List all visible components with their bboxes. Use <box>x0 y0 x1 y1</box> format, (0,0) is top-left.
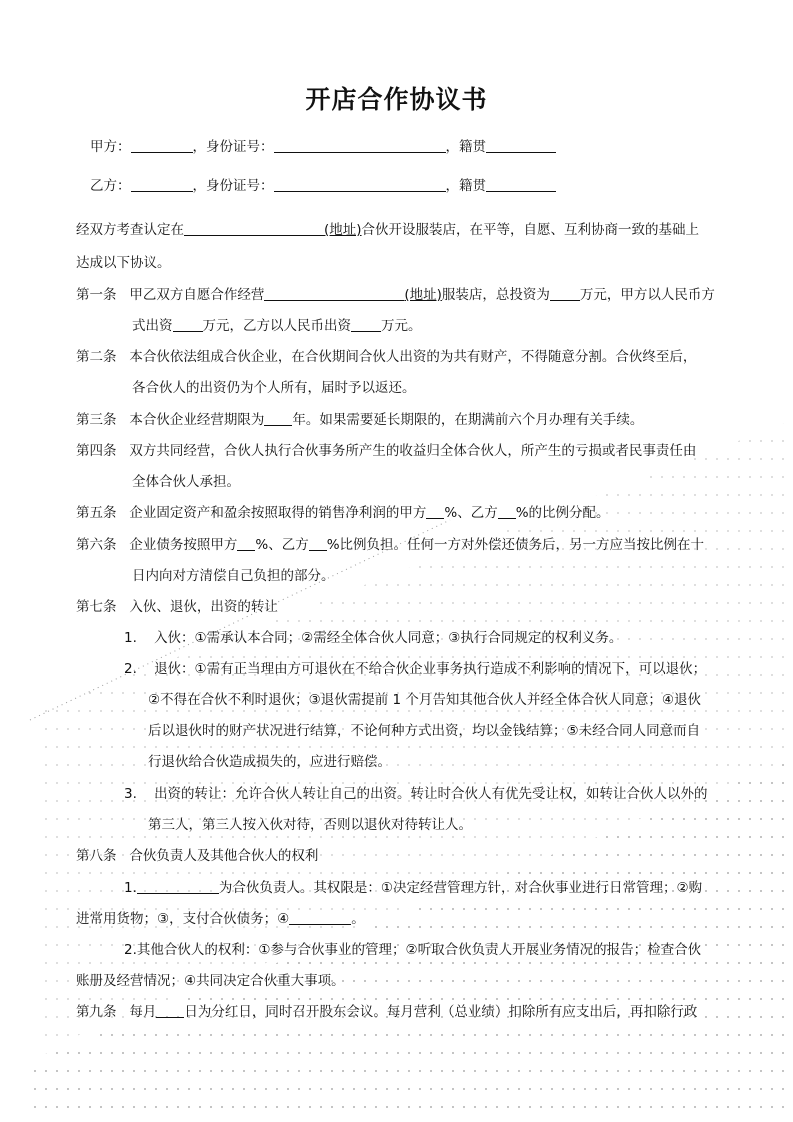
item-text: 。 <box>351 911 365 927</box>
article-number: 第六条 <box>76 537 117 553</box>
article-4-line-2: 全体合伙人承担。 <box>132 474 240 490</box>
article-text: %、乙方 <box>255 537 309 553</box>
article-text: 式出资 <box>132 318 173 334</box>
article-number: 第二条 <box>76 349 117 365</box>
party-a-name-blank[interactable] <box>131 137 193 153</box>
term-years-blank[interactable] <box>264 410 292 426</box>
article-text: %的比例分配。 <box>515 505 610 521</box>
item-text: 出资的转让：允许合伙人转让自己的出资。转让时合伙人有优先受让权，如转让合伙人以外的 <box>154 786 708 802</box>
party-b-id-label: ，身份证号： <box>192 178 274 194</box>
party-a-id-label: ，身份证号： <box>192 139 274 155</box>
article-8-para-2-line-2: 账册及经营情况；④共同决定合伙重大事项。 <box>76 973 345 989</box>
article-7-item-2-line-2: ②不得在合伙不利时退伙；③退伙需提前 1 个月告知其他合伙人并经全体合伙人同意；④退伙 <box>148 692 701 708</box>
article-text: 年。如果需要延长期限的，在期满前六个月办理有关手续。 <box>292 412 644 428</box>
article-number: 第五条 <box>76 505 117 521</box>
article-7-heading <box>76 597 278 617</box>
article-text: 本合伙企业经营期限为 <box>129 412 265 428</box>
article-number: 第九条 <box>76 1004 117 1020</box>
article-1-line-2 <box>132 316 422 336</box>
article-heading: 合伙负责人及其他合伙人的权利 <box>129 848 319 864</box>
profit-party-b-blank[interactable] <box>498 503 516 519</box>
debt-party-a-blank[interactable] <box>237 535 255 551</box>
article-number: 第三条 <box>76 412 117 428</box>
item-number: 2. <box>124 661 137 677</box>
article-7-item-1 <box>124 628 622 648</box>
party-a-origin-label: ，籍贯 <box>445 139 486 155</box>
item-text: 进常用货物；③，支付合伙债务；④ <box>76 911 290 927</box>
article-2-line-1 <box>76 347 696 367</box>
article-8-heading <box>76 846 318 866</box>
party-a-capital-blank[interactable] <box>173 316 203 332</box>
item-text: 为合伙负责人。其权限是：①决定经营管理方针，对合伙事业进行日常管理；②购 <box>218 880 703 896</box>
article-2-line-2: 各合伙人的出资仍为个人所有，届时予以返还。 <box>132 380 416 396</box>
intro-line-1 <box>76 220 699 240</box>
article-8-para-1-line-2 <box>76 909 365 929</box>
article-7-item-2-line-4: 行退伙给合伙造成损失的，应进行赔偿。 <box>148 754 391 770</box>
article-3-line-1 <box>76 410 643 430</box>
article-text: 双方共同经营，合伙人执行合伙事务所产生的收益归全体合伙人，所产生的亏损或者民事责任由 <box>129 443 697 459</box>
article-number: 第四条 <box>76 443 117 459</box>
party-b-origin-blank[interactable] <box>486 176 556 192</box>
article-text: 服装店，总投资为 <box>441 287 550 303</box>
party-a-label: 甲方： <box>90 139 131 155</box>
party-b-line <box>90 176 556 196</box>
intro-text: 经双方考查认定在 <box>76 222 184 238</box>
item-number: 3. <box>124 786 137 802</box>
item-text: 退伙：①需有正当理由方可退伙在不给合伙企业事务执行造成不利影响的情况下，可以退伙； <box>154 661 707 677</box>
article-6-line-1 <box>76 535 704 555</box>
responsible-partner-blank[interactable] <box>137 878 219 894</box>
store-address-blank[interactable] <box>264 285 404 301</box>
store-address-label: (地址) <box>404 287 442 303</box>
article-number: 第七条 <box>76 599 117 615</box>
party-b-origin-label: ，籍贯 <box>445 178 486 194</box>
debt-party-b-blank[interactable] <box>309 535 327 551</box>
article-text: 甲乙双方自愿合作经营 <box>129 287 265 303</box>
item-number: 1. <box>124 630 137 646</box>
profit-party-a-blank[interactable] <box>426 503 444 519</box>
article-1-line-1 <box>76 285 715 305</box>
article-7-item-2-line-1 <box>124 659 706 679</box>
party-a-origin-blank[interactable] <box>486 137 556 153</box>
intro-text: 合伙开设服装店，在平等，自愿、互利协商一致的基础上 <box>361 222 700 238</box>
article-text: 企业债务按照甲方 <box>129 537 238 553</box>
total-investment-blank[interactable] <box>550 285 580 301</box>
article-heading: 入伙、退伙，出资的转让 <box>129 599 278 615</box>
item-text: 入伙：①需承认本合同；②需经全体合伙人同意；③执行合同规定的权利义务。 <box>154 630 623 646</box>
article-text: 万元，乙方以人民币出资 <box>202 318 351 334</box>
article-text: 万元。 <box>381 318 422 334</box>
article-text: 日为分红日，同时召开股东会议。每月营利（总业绩）扣除所有应支出后，再扣除行政 <box>184 1004 698 1020</box>
party-b-capital-blank[interactable] <box>351 316 381 332</box>
intro-address-label: (地址) <box>324 222 362 238</box>
party-b-name-blank[interactable] <box>131 176 193 192</box>
article-text: 每月 <box>129 1004 157 1020</box>
article-text: 企业固定资产和盈余按照取得的销售净利润的甲方 <box>129 505 427 521</box>
intro-address-blank[interactable] <box>184 220 324 236</box>
intro-line-2: 达成以下协议。 <box>76 255 171 271</box>
article-6-line-2: 日内向对方清偿自己负担的部分。 <box>132 568 335 584</box>
document-title: 开店合作协议书 <box>305 85 488 114</box>
article-number: 第八条 <box>76 848 117 864</box>
party-a-line <box>90 137 556 157</box>
party-a-id-blank[interactable] <box>274 137 446 153</box>
dividend-day-blank[interactable] <box>156 1002 184 1018</box>
other-authority-blank[interactable] <box>289 909 351 925</box>
article-text: %、乙方 <box>444 505 498 521</box>
article-4-line-1 <box>76 441 696 461</box>
article-text: 万元，甲方以人民币方 <box>579 287 715 303</box>
article-7-item-3-line-1 <box>124 784 708 804</box>
item-number: 1. <box>124 880 137 896</box>
article-text: 本合伙依法组成合伙企业，在合伙期间合伙人出资的为共有财产，不得随意分割。合伙终至后， <box>129 349 697 365</box>
party-b-label: 乙方： <box>90 178 131 194</box>
article-9-line-1 <box>76 1002 697 1022</box>
article-8-para-1-line-1 <box>124 878 702 898</box>
article-7-item-3-line-2: 第三人，第三人按入伙对待，否则以退伙对待转让人。 <box>148 817 472 833</box>
article-7-item-2-line-3: 后以退伙时的财产状况进行结算，不论何种方式出资，均以金钱结算；⑤未经合同人同意而自 <box>148 723 701 739</box>
article-number: 第一条 <box>76 287 117 303</box>
party-b-id-blank[interactable] <box>274 176 446 192</box>
article-text: %比例负担。任何一方对外偿还债务后，另一方应当按比例在十 <box>326 537 705 553</box>
article-5-line-1 <box>76 503 610 523</box>
article-8-para-2-line-1: 2.其他合伙人的权利：①参与合伙事业的管理；②听取合伙负责人开展业务情况的报告；检查合伙 <box>124 942 702 958</box>
